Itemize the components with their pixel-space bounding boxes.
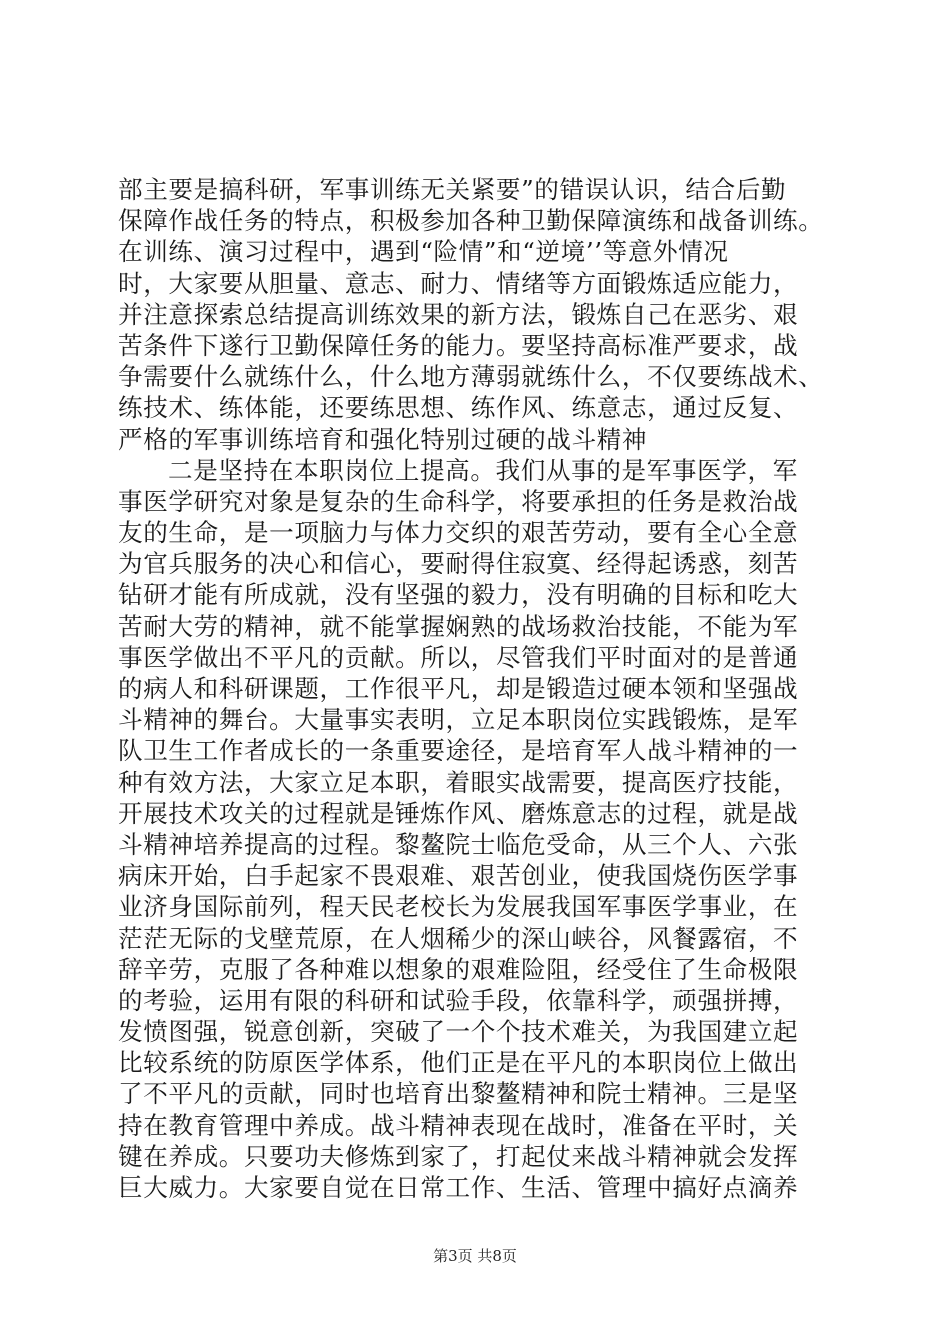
text-line: 比较系统的防原医学体系，他们正是在平凡的本职岗位上做出: [118, 1048, 799, 1078]
text-line: 钻研才能有所成就，没有坚强的毅力，没有明确的目标和吃大: [118, 580, 799, 610]
text-line: 开展技术攻关的过程就是锤炼作风、磨炼意志的过程，就是战: [118, 798, 799, 828]
text-line: 苦条件下遂行卫勤保障任务的能力。要坚持高标准严要求，战: [118, 330, 799, 360]
text-line: 队卫生工作者成长的一条重要途径，是培育军人战斗精神的一: [118, 736, 799, 766]
text-line: 病床开始，白手起家不畏艰难、艰苦创业，使我国烧伤医学事: [118, 861, 799, 891]
text-line: 种有效方法，大家立足本职，着眼实战需要，提高医疗技能，: [118, 767, 799, 797]
text-line: 并注意探索总结提高训练效果的新方法，锻炼自己在恶劣、艰: [118, 299, 799, 329]
text-line: 业济身国际前列，程天民老校长为发展我国军事医学事业，在: [118, 892, 799, 922]
page-number-footer: 第3页 共8页: [433, 1247, 517, 1265]
body-text: [118, 174, 838, 1203]
text-line: 斗精神的舞台。大量事实表明，立足本职岗位实践锻炼，是军: [118, 705, 799, 735]
text-line: 时，大家要从胆量、意志、耐力、情绪等方面锻炼适应能力，: [118, 268, 799, 298]
text-line: 事医学做出不平凡的贡献。所以，尽管我们平时面对的是普通: [118, 642, 799, 672]
text-line: 斗精神培养提高的过程。黎鳌院士临危受命，从三个人、六张: [118, 829, 799, 859]
text-line: 二是坚持在本职岗位上提高。我们从事的是军事医学，军: [168, 455, 798, 485]
text-line: 巨大威力。大家要自觉在日常工作、生活、管理中搞好点滴养: [118, 1173, 799, 1202]
text-line: 友的生命，是一项脑力与体力交织的艰苦劳动，要有全心全意: [118, 518, 799, 548]
text-line: 辞辛劳，克服了各种难以想象的艰难险阻，经受住了生命极限: [118, 954, 799, 984]
text-line: 苦耐大劳的精神，就不能掌握娴熟的战场救治技能，不能为军: [118, 611, 799, 641]
text-line: 发愤图强，锐意创新，突破了一个个技术难关，为我国建立起: [118, 1017, 799, 1047]
text-line: 在训练、演习过程中，遇到“险情”和“逆境’’等意外情况: [118, 237, 729, 267]
text-line: 事医学研究对象是复杂的生命科学，将要承担的任务是救治战: [118, 486, 799, 516]
text-line: 键在养成。只要功夫修炼到家了，打起仗来战斗精神就会发挥: [118, 1141, 799, 1171]
text-line: 部主要是搞科研，军事训练无关紧要”的错误认识，结合后勤: [118, 175, 787, 204]
text-line: 保障作战任务的特点，积极参加各种卫勤保障演练和战备训练。: [118, 206, 824, 236]
text-line: 持在教育管理中养成。战斗精神表现在战时，准备在平时，关: [118, 1110, 799, 1140]
text-line: 练技术、练体能，还要练思想、练作风、练意志，通过反复、: [118, 393, 799, 423]
text-line: 了不平凡的贡献，同时也培育出黎鳌精神和院士精神。三是坚: [118, 1079, 799, 1109]
text-line: 为官兵服务的决心和信心，要耐得住寂寞、经得起诱惑，刻苦: [118, 549, 799, 579]
text-line: 茫茫无际的戈壁荒原，在人烟稀少的深山峡谷，风餐露宿，不: [118, 923, 799, 953]
text-line: 的病人和科研课题，工作很平凡，却是锻造过硬本领和坚强战: [118, 674, 799, 703]
text-line: 严格的军事训练培育和强化特别过硬的战斗精神: [118, 424, 648, 454]
text-line: 的考验，运用有限的科研和试验手段，依靠科学，顽强拼搏，: [118, 985, 799, 1015]
text-line: 争需要什么就练什么，什么地方薄弱就练什么，不仅要练战术、: [118, 362, 824, 392]
